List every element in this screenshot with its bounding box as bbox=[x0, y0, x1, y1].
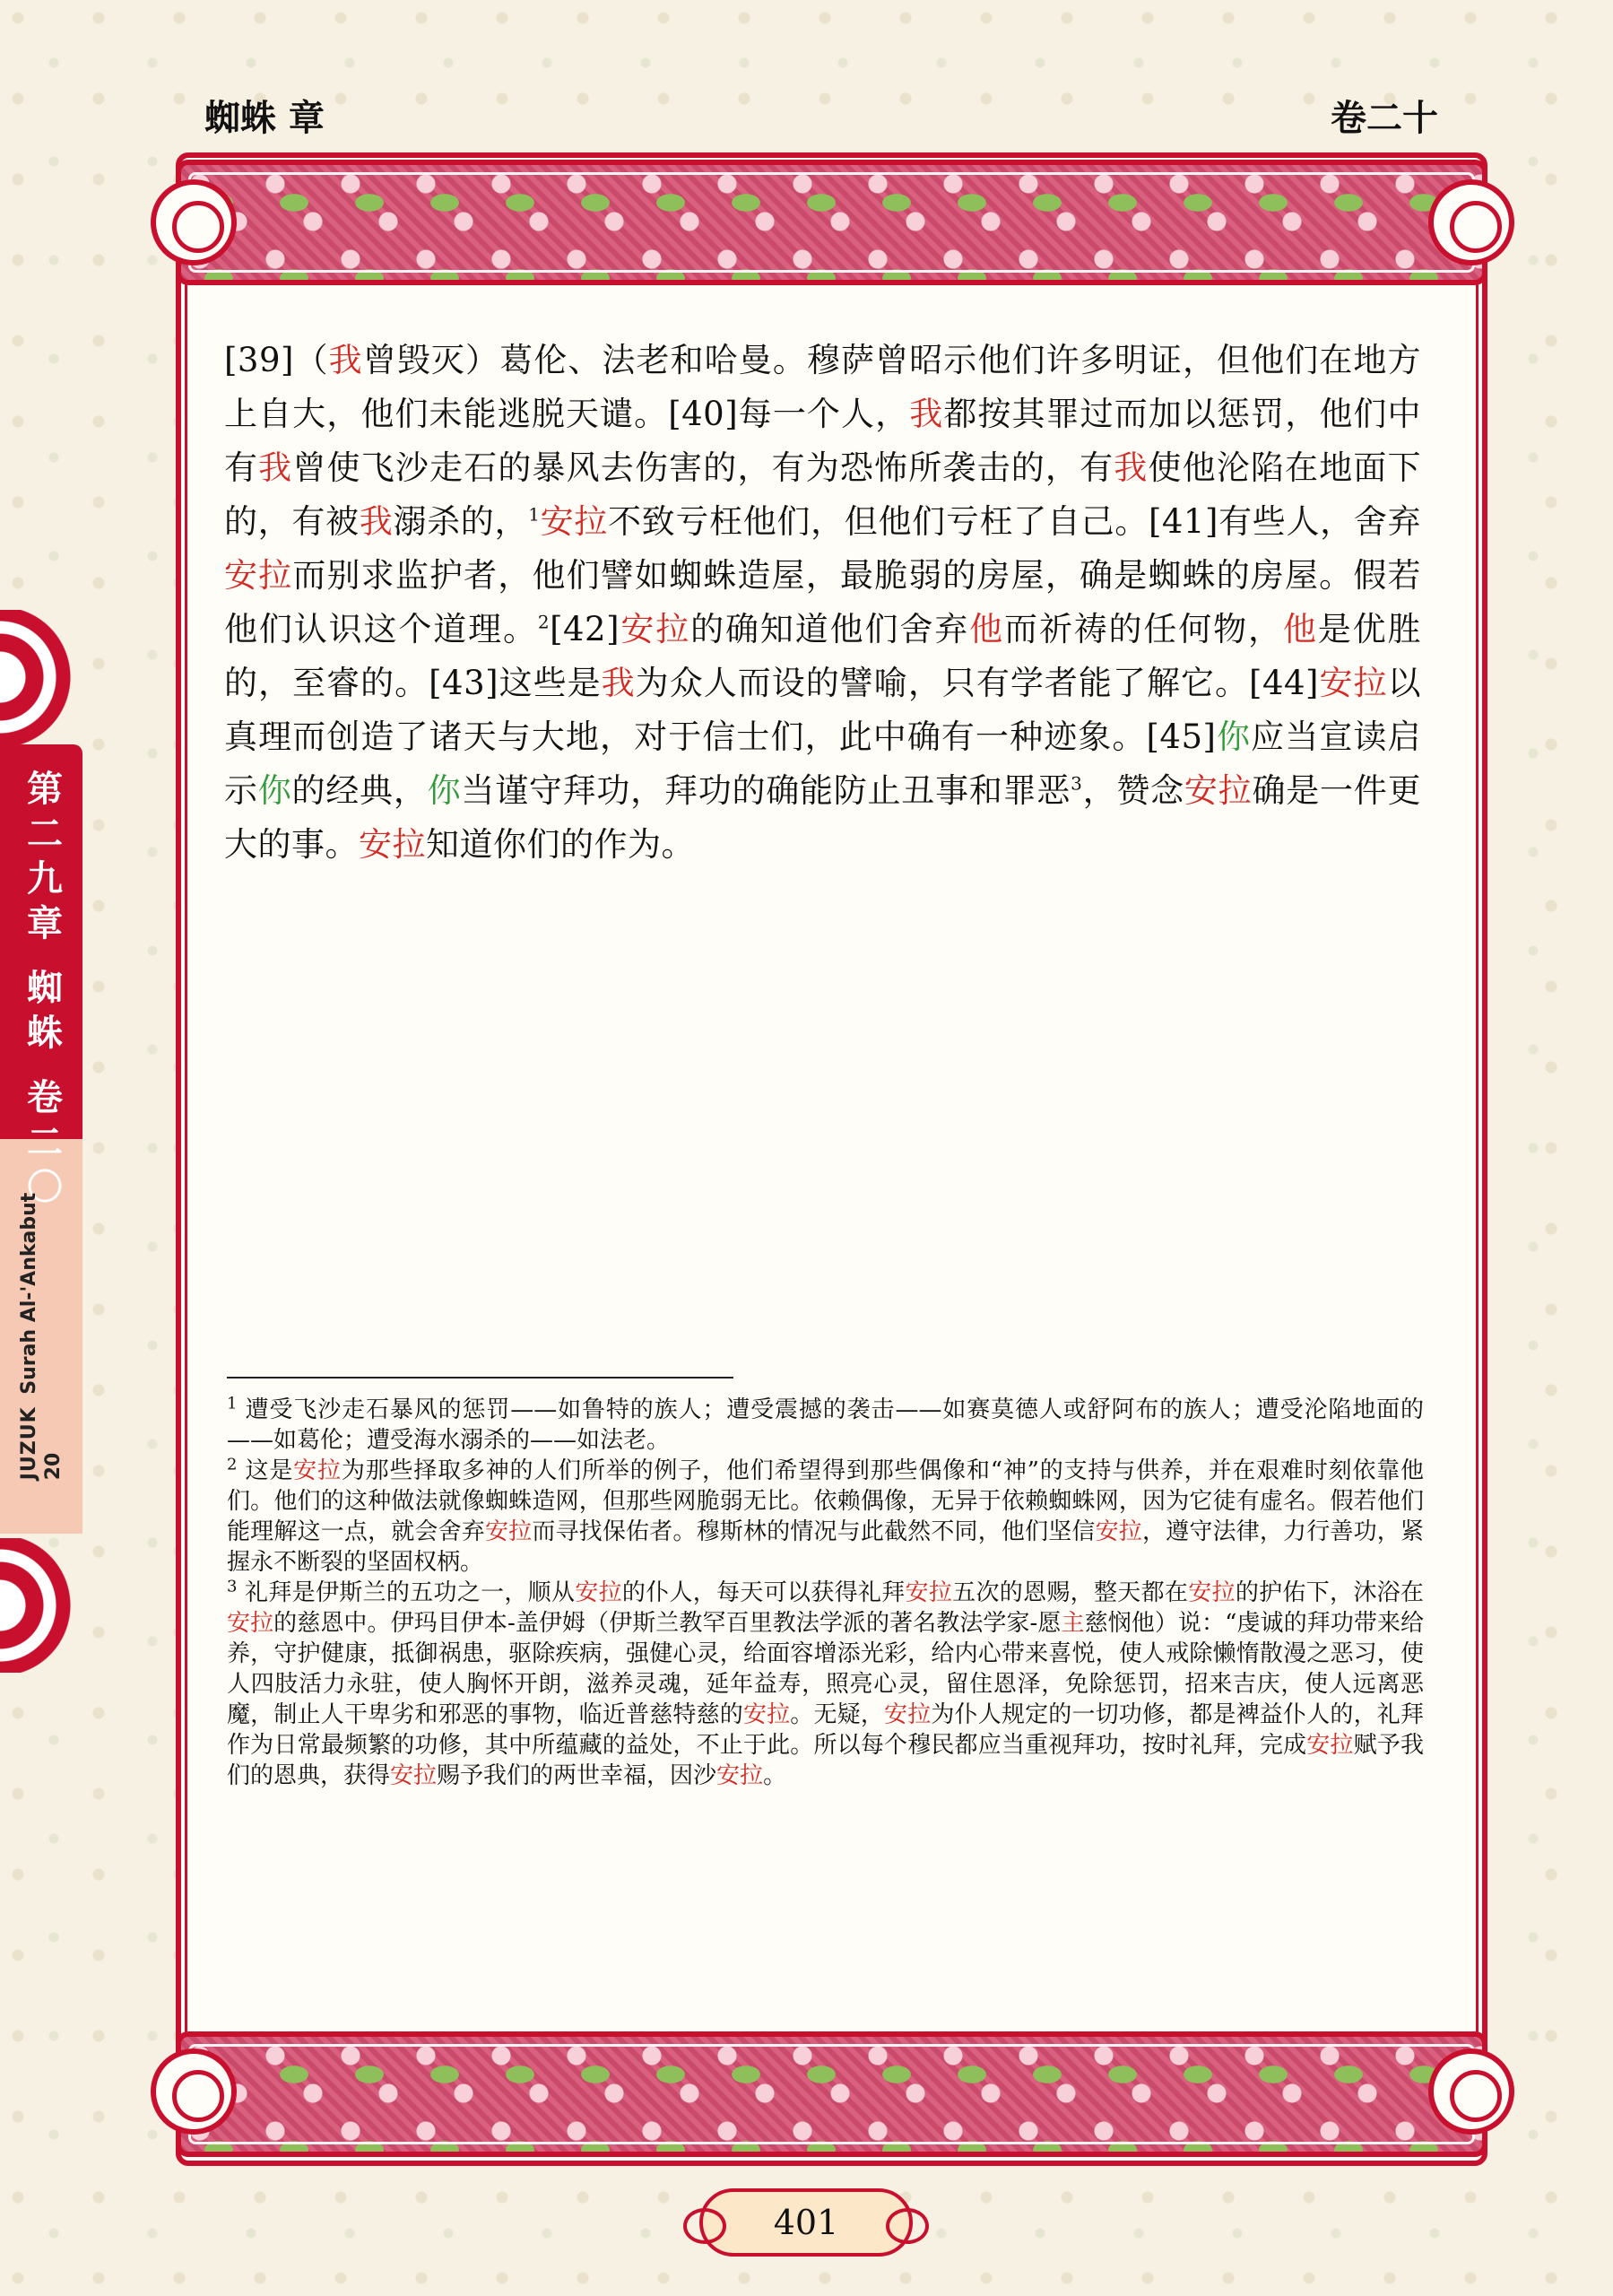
side-chapter-name: 蜘蛛 bbox=[27, 968, 63, 1054]
juzuk-number: 20 bbox=[42, 1452, 65, 1481]
page-number-ornament bbox=[699, 2188, 913, 2257]
footnote-divider bbox=[227, 1377, 733, 1378]
corner-ornament-bottom-left bbox=[151, 2048, 237, 2135]
footnotes bbox=[227, 1395, 1424, 1791]
juzuk-label: JUZUK bbox=[18, 1406, 40, 1481]
page-number: 401 bbox=[773, 2203, 839, 2242]
side-juzuk-rotated-label bbox=[18, 1193, 65, 1481]
corner-ornament-top-left bbox=[151, 179, 237, 265]
bottom-ornament-band bbox=[176, 2031, 1487, 2157]
footnote-ref-2: 2 bbox=[537, 611, 551, 633]
footnote-ref-3: 3 bbox=[1071, 772, 1083, 795]
side-chapter-vertical-text bbox=[20, 767, 70, 1210]
footnote-1: $^1$ 遭受飞沙走石暴风的惩罚——如鲁特的族人；遭受震撼的袭击——如赛莫德人或舒阿布的族人；遭受沦陷地面的——如葛伦；遭受海水溺杀的——如法老。 bbox=[227, 1394, 1424, 1454]
main-verse-text: [39]（我曾毁灭）葛伦、法老和哈曼。穆萨曾昭示他们许多明证，但他们在地方上自大，他们未能逃脱天谴。[40]每一个人，我都按其罪过而加以惩罚，他们中有我曾使飞沙走石的暴风去伤害的，有为恐怖所袭击的，有我使他沦陷在地面下的，有被我溺杀的，$^1$安拉不致亏枉他们，但他们亏枉了自己。[41]有些人，舍弃安拉而别求监护者，他们譬如蜘蛛造屋，最脆弱的房屋，确是蜘蛛的房屋。假若他们认识这个道理。$^2$[42]安拉的确知道他们舍弃他而祈祷的任何物，他是优胜的，至睿的。[43]这些是我为众人而设的譬喻，只有学者能了解它。[44]安拉以真理而创造了诸天与大地，对于信士们，此中确有一种迹象。[45]你应当宣读启示你的经典，你当谨守拜功，拜功的确能防止丑事和罪恶$^3$，赞念安拉确是一件更大的事。安拉知道你们的作为。 bbox=[224, 341, 1422, 864]
top-ornament-band bbox=[176, 160, 1487, 285]
corner-ornament-bottom-right bbox=[1428, 2048, 1514, 2135]
footnote-ref-1: 1 bbox=[528, 503, 541, 526]
side-juz-label: 卷二〇 bbox=[27, 1077, 63, 1208]
side-scroll-ornament-bottom bbox=[0, 1538, 81, 1673]
side-scroll-ornament-top bbox=[0, 610, 81, 744]
footnote-2: $^2$ 这是安拉为那些择取多神的人们所举的例子，他们希望得到那些偶像和“神”的支持与供养，并在艰难时刻依靠他们。他们的这种做法就像蜘蛛造网，但那些网脆弱无比。依赖偶像，无异于依赖蜘蛛网，因为它徒有虚名。假若他们能理解这一点，就会舍弃安拉而寻找保佑者。穆斯林的情况与此截然不同，他们坚信安拉，遵守法律，力行善功，紧握永不断裂的坚固权柄。 bbox=[227, 1455, 1424, 1576]
surah-label: Surah Al-'Ankabut bbox=[18, 1192, 40, 1395]
corner-ornament-top-right bbox=[1428, 179, 1514, 265]
footnote-3: $^3$ 礼拜是伊斯兰的五功之一，顺从安拉的仆人，每天可以获得礼拜安拉五次的恩赐，整天都在安拉的护佑下，沐浴在安拉的慈恩中。伊玛目伊本-盖伊姆（伊斯兰教罕百里教法学派的著名教法学家-愿主慈悯他）说：“虔诚的拜功带来给养，守护健康，抵御祸患，驱除疾病，强健心灵，给面容增添光彩，给内心带来喜悦，使人戒除懒惰散漫之恶习，使人四肢活力永驻，使人胸怀开朗，滋养灵魂，延年益寿，照亮心灵，留住恩泽，免除惩罚，招来吉庆，使人远离恶魔，制止人干卑劣和邪恶的事物，临近普慈特慈的安拉。无疑，安拉为仆人规定的一切功修，都是裨益仆人的，礼拜作为日常最频繁的功修，其中所蕴藏的益处，不止于此。所以每个穆民都应当重视拜功，按时礼拜，完成安拉赋予我们的恩典，获得安拉赐予我们的两世幸福，因沙安拉。 bbox=[227, 1577, 1424, 1789]
running-header-right: 卷二十 bbox=[1331, 97, 1438, 139]
running-header-left: 蜘蛛 章 bbox=[204, 97, 325, 139]
side-chapter-label: 第二九章 bbox=[27, 769, 63, 944]
